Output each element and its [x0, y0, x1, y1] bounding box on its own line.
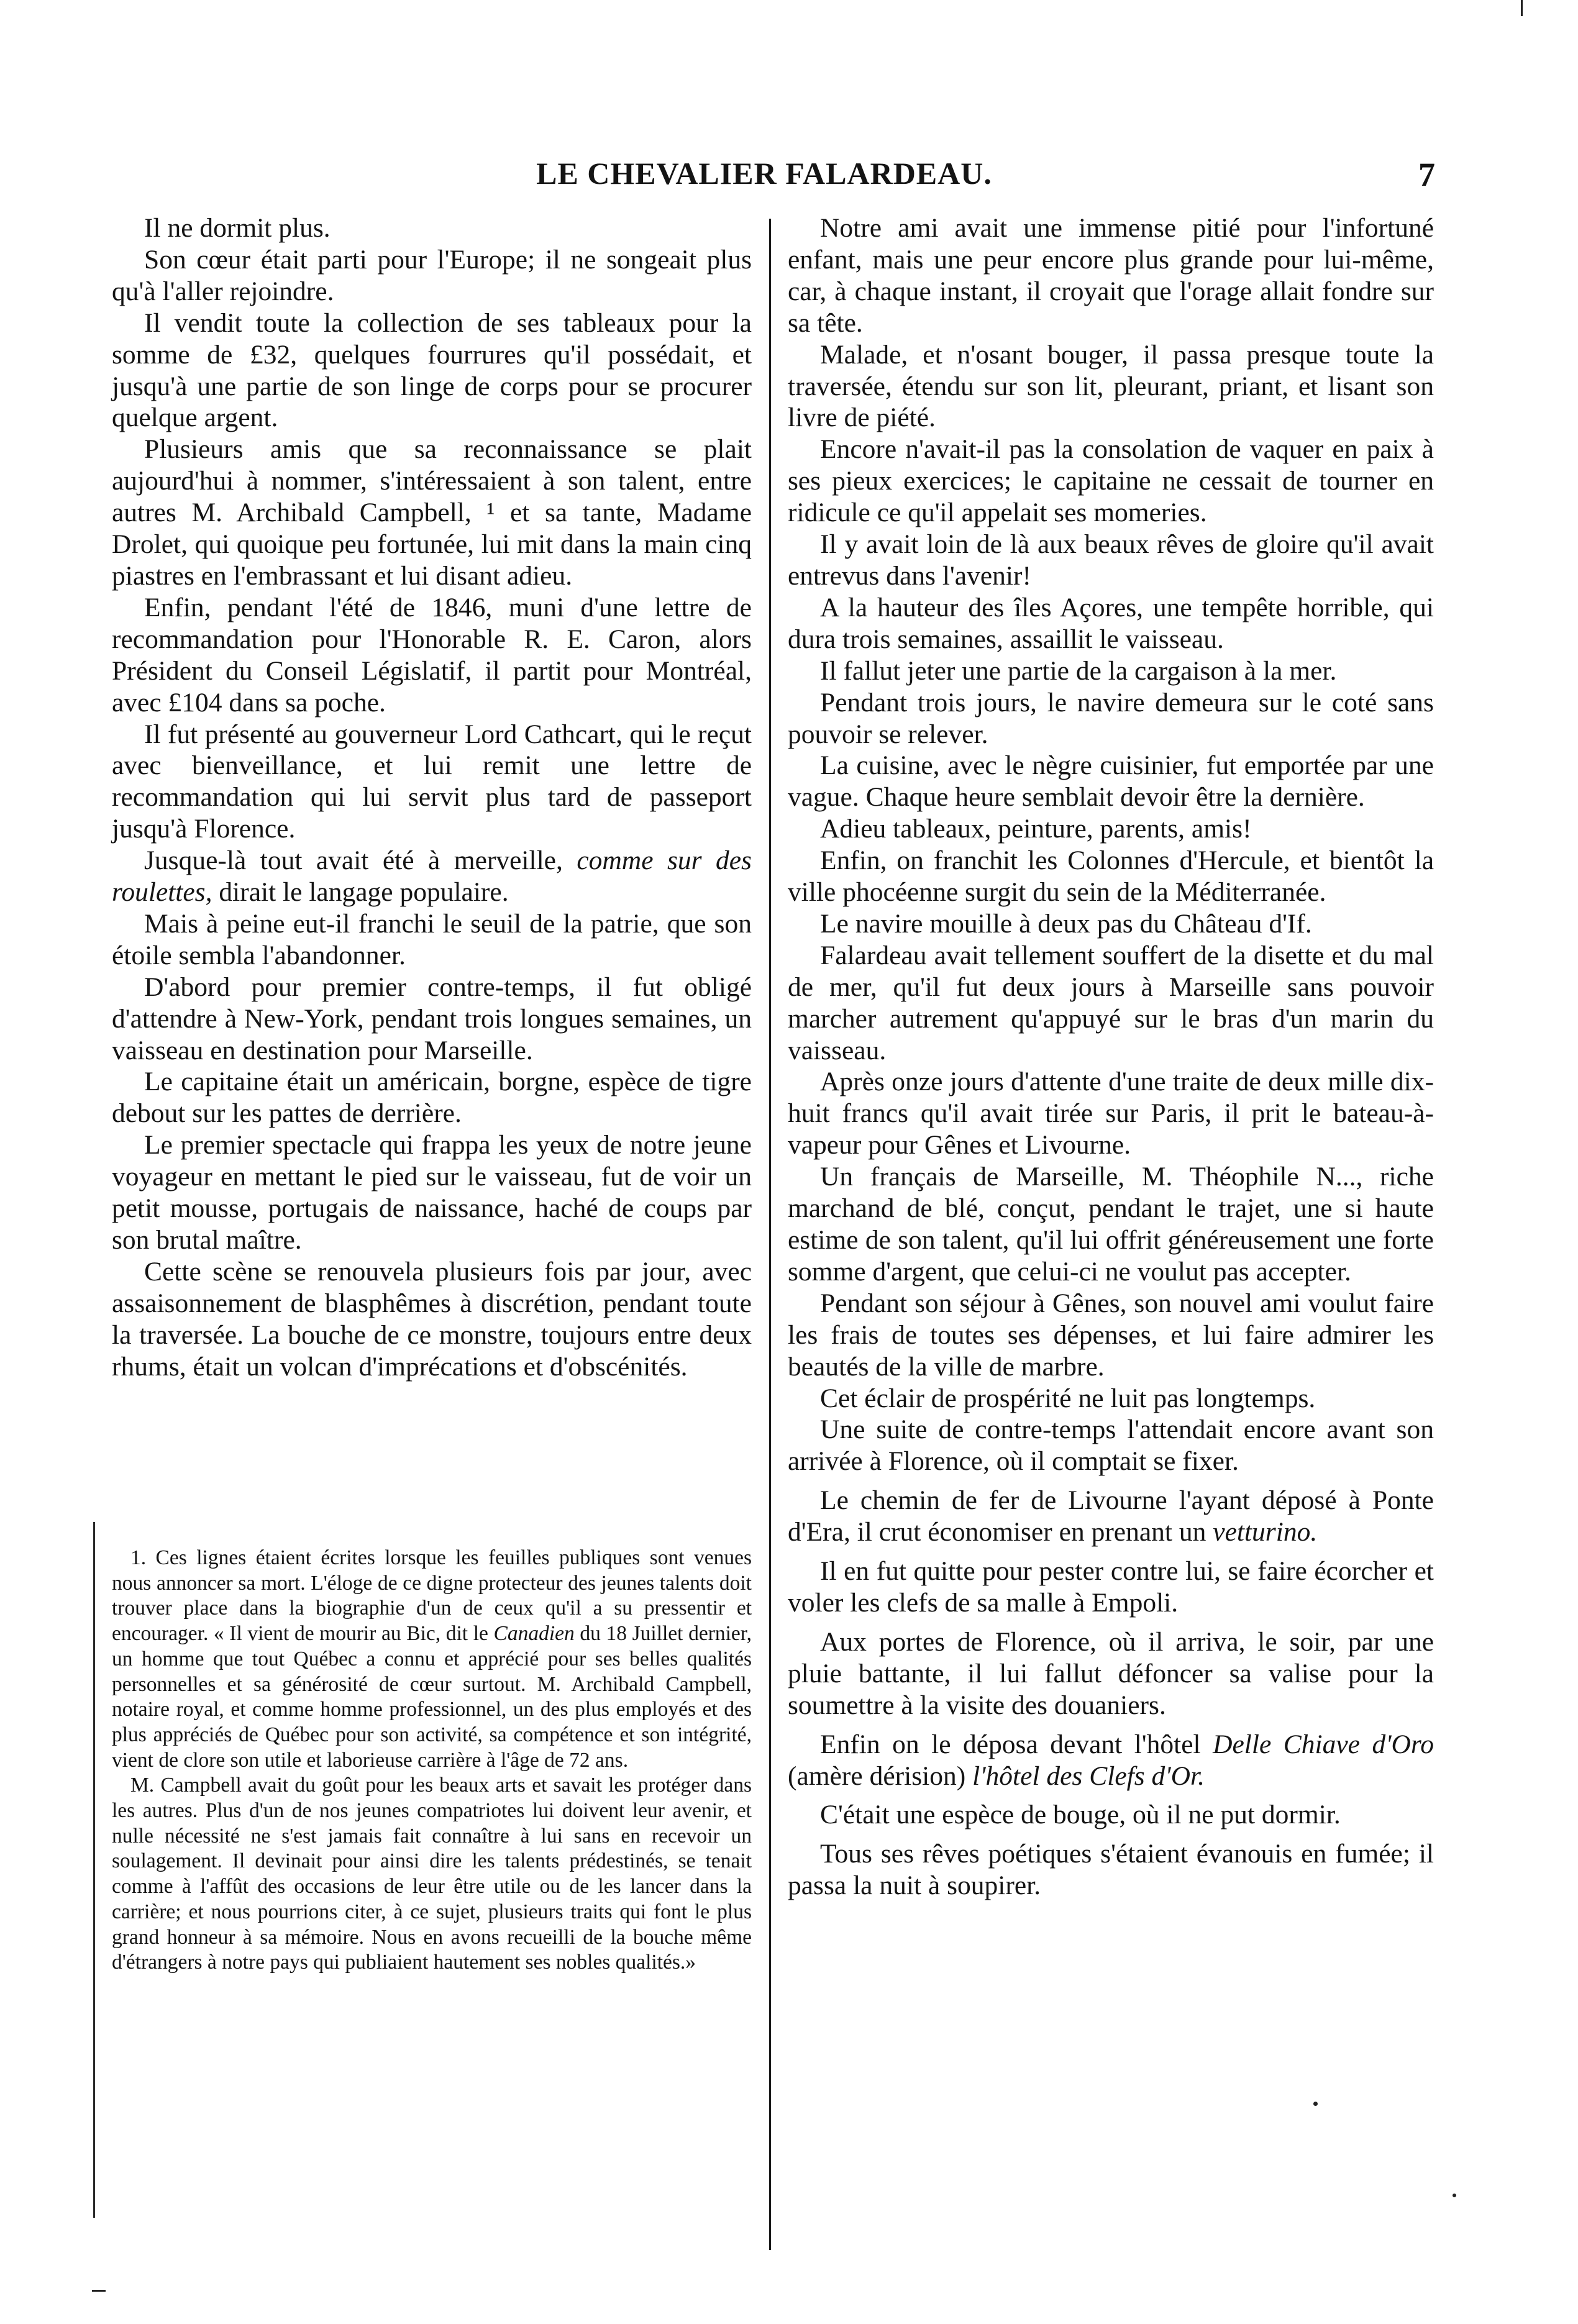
print-speck: [1453, 2194, 1456, 2197]
running-head: [93, 155, 1435, 199]
italic-phrase: Delle Chiave d'Oro: [1213, 1729, 1434, 1759]
italic-phrase: Canadien: [493, 1622, 575, 1646]
paragraph: D'abord pour premier contre-temps, il fut obligé d'attendre à New-York, pendant trois longues semaines, un vaisseau en destination pour Marseille.: [112, 972, 752, 1065]
column-divider: [769, 219, 771, 2250]
paragraph: La cuisine, avec le nègre cuisinier, fut emportée par une vague. Chaque heure semblait devoir être la dernière.: [788, 750, 1434, 813]
italic-phrase: l'hôtel des Clefs d'Or.: [972, 1761, 1205, 1791]
paragraph: Enfin, on franchit les Colonnes d'Hercule, et bientôt la ville phocéenne surgit du sein de la Méditerranée.: [788, 845, 1434, 908]
left-column: [112, 212, 752, 1383]
paragraph: Malade, et n'osant bouger, il passa presque toute la traversée, étendu sur son lit, pleurant, priant, et lisant son livre de piété.: [788, 339, 1434, 433]
paragraph: Mais à peine eut-il franchi le seuil de la patrie, que son étoile sembla l'abandonner.: [112, 908, 752, 970]
paragraph: Pendant trois jours, le navire demeura sur le coté sans pouvoir se relever.: [788, 687, 1434, 749]
paragraph: Le navire mouille à deux pas du Château d'If.: [820, 908, 1312, 939]
paragraph: Falardeau avait tellement souffert de la disette et du mal de mer, qu'il fut deux jours à Marseille sans pouvoir marcher autrement qu'appuyé sur le bras d'un marin du vaisseau.: [788, 940, 1434, 1065]
paragraph: Notre ami avait une immense pitié pour l'infortuné enfant, mais une peur encore plus grande pour lui-même, car, à chaque instant, il croyait que l'orage allait fondre sur sa tête.: [788, 213, 1434, 338]
paragraph: Il ne dormit plus.: [144, 213, 331, 243]
italic-phrase: vetturino.: [1213, 1517, 1318, 1547]
footnote-margin-rule: [93, 1522, 95, 2218]
print-speck: [1313, 2102, 1318, 2106]
paragraph: Une suite de contre-temps l'attendait encore avant son arrivée à Florence, où il comptait se fixer.: [788, 1415, 1434, 1477]
print-speck: [1521, 0, 1523, 16]
paragraph: Le capitaine était un américain, borgne, espèce de tigre debout sur les pattes de derrière.: [112, 1067, 752, 1129]
paragraph: Plusieurs amis que sa reconnaissance se plait aujourd'hui à nommer, s'intéressaient à son talent, entre autres M. Archibald Campbell, ¹ et sa tante, Madame Drolet, qui quoique peu fortunée, lui mit dans la main cinq piastres en l'embrassant et lui disant adieu.: [112, 434, 752, 591]
paragraph: Il y avait loin de là aux beaux rêves de gloire qu'il avait entrevus dans l'avenir!: [788, 529, 1434, 591]
paragraph: Aux portes de Florence, où il arriva, le soir, par une pluie battante, il lui fallut défoncer sa valise pour la soumettre à la visite des douaniers.: [788, 1626, 1434, 1720]
paragraph: Encore n'avait-il pas la consolation de vaquer en paix à ses pieux exercices; le capitaine ne cessait de tourner en ridicule ce qu'il appelait ses momeries.: [788, 434, 1434, 528]
paragraph: Un français de Marseille, M. Théophile N..., riche marchand de blé, conçut, pendant le trajet, une si haute estime de son talent, qu'il lui offrit généreusement une forte somme d'argent, que celui-ci ne voulut pas accepter.: [788, 1162, 1434, 1287]
print-speck: [92, 2290, 106, 2292]
page-number: 7: [1418, 156, 1435, 193]
paragraph: Le chemin de fer de Livourne l'ayant déposé à Ponte d'Era, il crut économiser en prenant un vetturino.: [788, 1485, 1434, 1547]
paragraph: Il fut présenté au gouverneur Lord Cathcart, qui le reçut avec bienveillance, et lui remit une lettre de recommandation qui lui servit plus tard de passeport jusqu'à Florence.: [112, 719, 752, 844]
paragraph: Enfin, pendant l'été de 1846, muni d'une lettre de recommandation pour l'Honorable R. E. Caron, alors Président du Conseil Législatif, il partit pour Montréal, avec £104 dans sa poche.: [112, 592, 752, 718]
paragraph: Son cœur était parti pour l'Europe; il ne songeait plus qu'à l'aller rejoindre.: [112, 244, 752, 306]
right-column: [788, 212, 1434, 1902]
paragraph: Cette scène se renouvela plusieurs fois par jour, avec assaisonnement de blasphêmes à discrétion, pendant toute la traversée. La bouche de ce monstre, toujours entre deux rhums, était un volcan d'imprécations et d'obscénités.: [112, 1256, 752, 1382]
paragraph: Pendant son séjour à Gênes, son nouvel ami voulut faire les frais de toutes ses dépenses, et lui faire admirer les beautés de la ville de marbre.: [788, 1288, 1434, 1382]
footnotes: [112, 1546, 752, 1975]
paragraph: Cet éclair de prospérité ne luit pas longtemps.: [820, 1383, 1316, 1413]
paragraph: Enfin on le déposa devant l'hôtel Delle Chiave d'Oro (amère dérision) l'hôtel des Clefs d'Or.: [788, 1729, 1434, 1791]
running-title: LE CHEVALIER FALARDEAU.: [536, 156, 992, 191]
paragraph: A la hauteur des îles Açores, une tempête horrible, qui dura trois semaines, assaillit le vaisseau.: [788, 592, 1434, 654]
paragraph: Il fallut jeter une partie de la cargaison à la mer.: [820, 655, 1337, 686]
footnote: 1. Ces lignes étaient écrites lorsque les feuilles publiques sont venues nous annoncer sa mort. L'éloge de ce digne protecteur des jeunes talents doit trouver place dans la biographie d'un de ceux qu'il a su pressentir et encourager. « Il vient de mourir au Bic, dit le Canadien du 18 Juillet dernier, un homme que tout Québec a connu et apprécié pour ses belles qualités personnelles et sa générosité de cœur surtout. M. Archibald Campbell, notaire royal, et comme homme professionnel, un des plus employés et des plus appréciés de Québec pour son activité, sa compétence et son intégrité, vient de clore son utile et laborieuse carrière à l'âge de 72 ans.: [112, 1546, 752, 1772]
paragraph: Le premier spectacle qui frappa les yeux de notre jeune voyageur en mettant le pied sur le vaisseau, fut de voir un petit mousse, portugais de naissance, haché de coups par son brutal maître.: [112, 1130, 752, 1255]
footnote: M. Campbell avait du goût pour les beaux arts et savait les protéger dans les autres. Plus d'un de nos jeunes compatriotes lui doivent leur avenir, et nulle nécessité ne s'est jamais fait connaître à lui sans en recevoir un soulagement. Il devinait pour ainsi dire les talents prédestinés, se tenait comme à l'affût des occasions de leur être utile ou de les lancer dans la carrière; et nous pourrions citer, à ce sujet, plusieurs traits qui font le plus grand honneur à sa mémoire. Nous en avons recueilli de la bouche même d'étrangers à notre pays qui publiaient hautement ses nobles qualités.»: [112, 1774, 752, 1974]
italic-phrase: comme sur des roulettes,: [112, 845, 752, 908]
paragraph: Adieu tableaux, peinture, parents, amis!: [820, 814, 1252, 844]
paragraph: Jusque-là tout avait été à merveille, comme sur des roulettes, dirait le langage populaire.: [112, 845, 752, 908]
paragraph: C'était une espèce de bouge, où il ne put dormir.: [820, 1800, 1341, 1830]
paragraph: Il vendit toute la collection de ses tableaux pour la somme de £32, quelques fourrures qu'il possédait, et jusqu'à une partie de son linge de corps pour se procurer quelque argent.: [112, 308, 752, 433]
paragraph: Tous ses rêves poétiques s'étaient évanouis en fumée; il passa la nuit à soupirer.: [788, 1839, 1434, 1901]
paragraph: Après onze jours d'attente d'une traite de deux mille dix-huit francs qu'il avait tirée sur Paris, il prit le bateau-à-vapeur pour Gênes et Livourne.: [788, 1067, 1434, 1160]
paragraph: Il en fut quitte pour pester contre lui, se faire écorcher et voler les clefs de sa malle à Empoli.: [788, 1556, 1434, 1618]
